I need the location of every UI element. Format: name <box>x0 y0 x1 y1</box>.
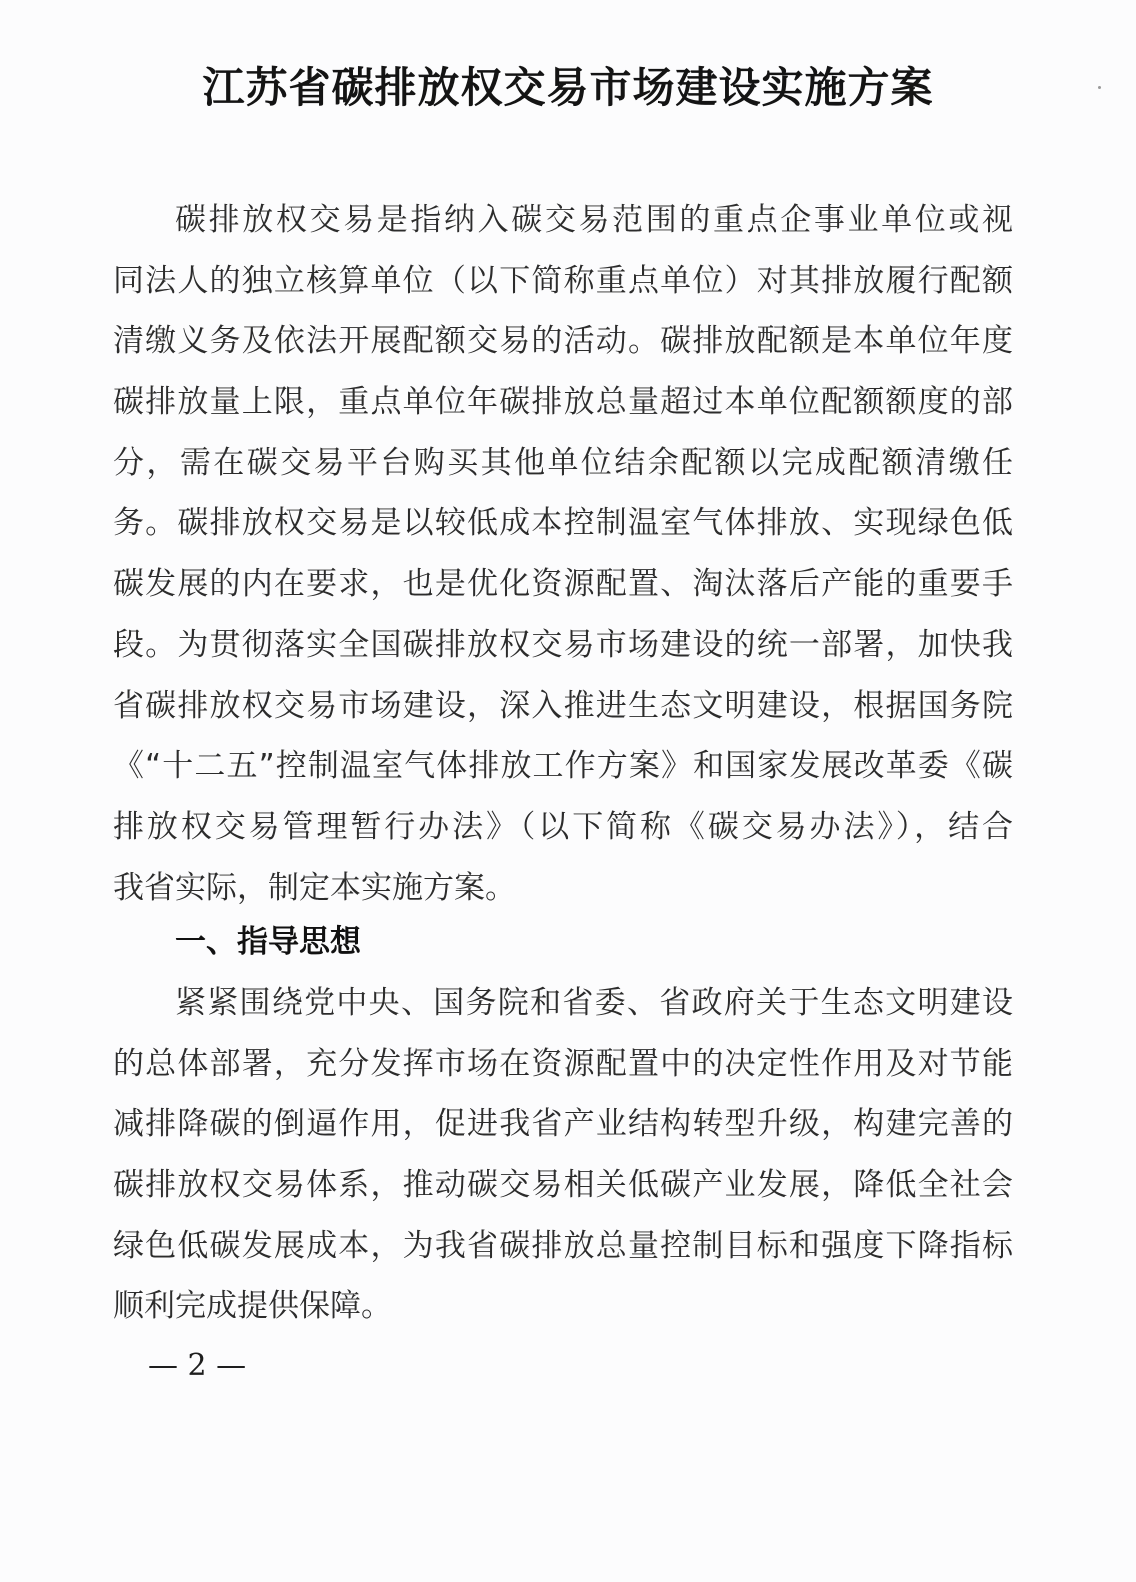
guiding-line: 顺利完成提供保障。 <box>113 1288 392 1325</box>
document-title: 江苏省碳排放权交易市场建设实施方案 <box>202 63 934 112</box>
guiding-line: 绿色低碳发展成本，为我省碳排放总量控制目标和强度下降指标 <box>113 1227 1013 1264</box>
guiding-ideology-paragraph <box>113 973 1013 1337</box>
intro-line: 分，需在碳交易平台购买其他单位结余配额以完成配额清缴任 <box>113 444 1013 481</box>
guiding-line: 减排降碳的倒逼作用，促进我省产业结构转型升级，构建完善的 <box>113 1106 1013 1143</box>
intro-paragraph <box>113 190 1013 918</box>
intro-line: 务。碳排放权交易是以较低成本控制温室气体排放、实现绿色低 <box>113 505 1013 542</box>
intro-line: 清缴义务及依法开展配额交易的活动。碳排放配额是本单位年度 <box>113 323 1013 360</box>
guiding-line: 紧紧围绕党中央、国务院和省委、省政府关于生态文明建设 <box>175 985 1013 1021</box>
page-number: — 2 — <box>148 1348 247 1383</box>
intro-line: 我省实际，制定本实施方案。 <box>113 869 516 906</box>
intro-line: 碳发展的内在要求，也是优化资源配置、淘汰落后产能的重要手 <box>113 566 1013 603</box>
intro-line: 段。为贯彻落实全国碳排放权交易市场建设的统一部署，加快我 <box>113 626 1013 663</box>
intro-line: 省碳排放权交易市场建设，深入推进生态文明建设，根据国务院 <box>113 687 1013 724</box>
guiding-line: 碳排放权交易体系，推动碳交易相关低碳产业发展，降低全社会 <box>113 1167 1013 1204</box>
intro-line: 排放权交易管理暂行办法》（以下简称《碳交易办法》），结合 <box>113 808 1013 845</box>
intro-line: 同法人的独立核算单位（以下简称重点单位）对其排放履行配额 <box>113 262 1013 299</box>
intro-line: 《“十二五”控制温室气体排放工作方案》和国家发展改革委《碳 <box>113 748 1013 785</box>
section-heading-guiding-ideology: 一、指导思想 <box>175 924 361 960</box>
intro-line: 碳排放量上限，重点单位年碳排放总量超过本单位配额额度的部 <box>113 384 1013 421</box>
intro-line: 碳排放权交易是指纳入碳交易范围的重点企事业单位或视 <box>175 202 1013 238</box>
guiding-line: 的总体部署，充分发挥市场在资源配置中的决定性作用及对节能 <box>113 1045 1013 1082</box>
